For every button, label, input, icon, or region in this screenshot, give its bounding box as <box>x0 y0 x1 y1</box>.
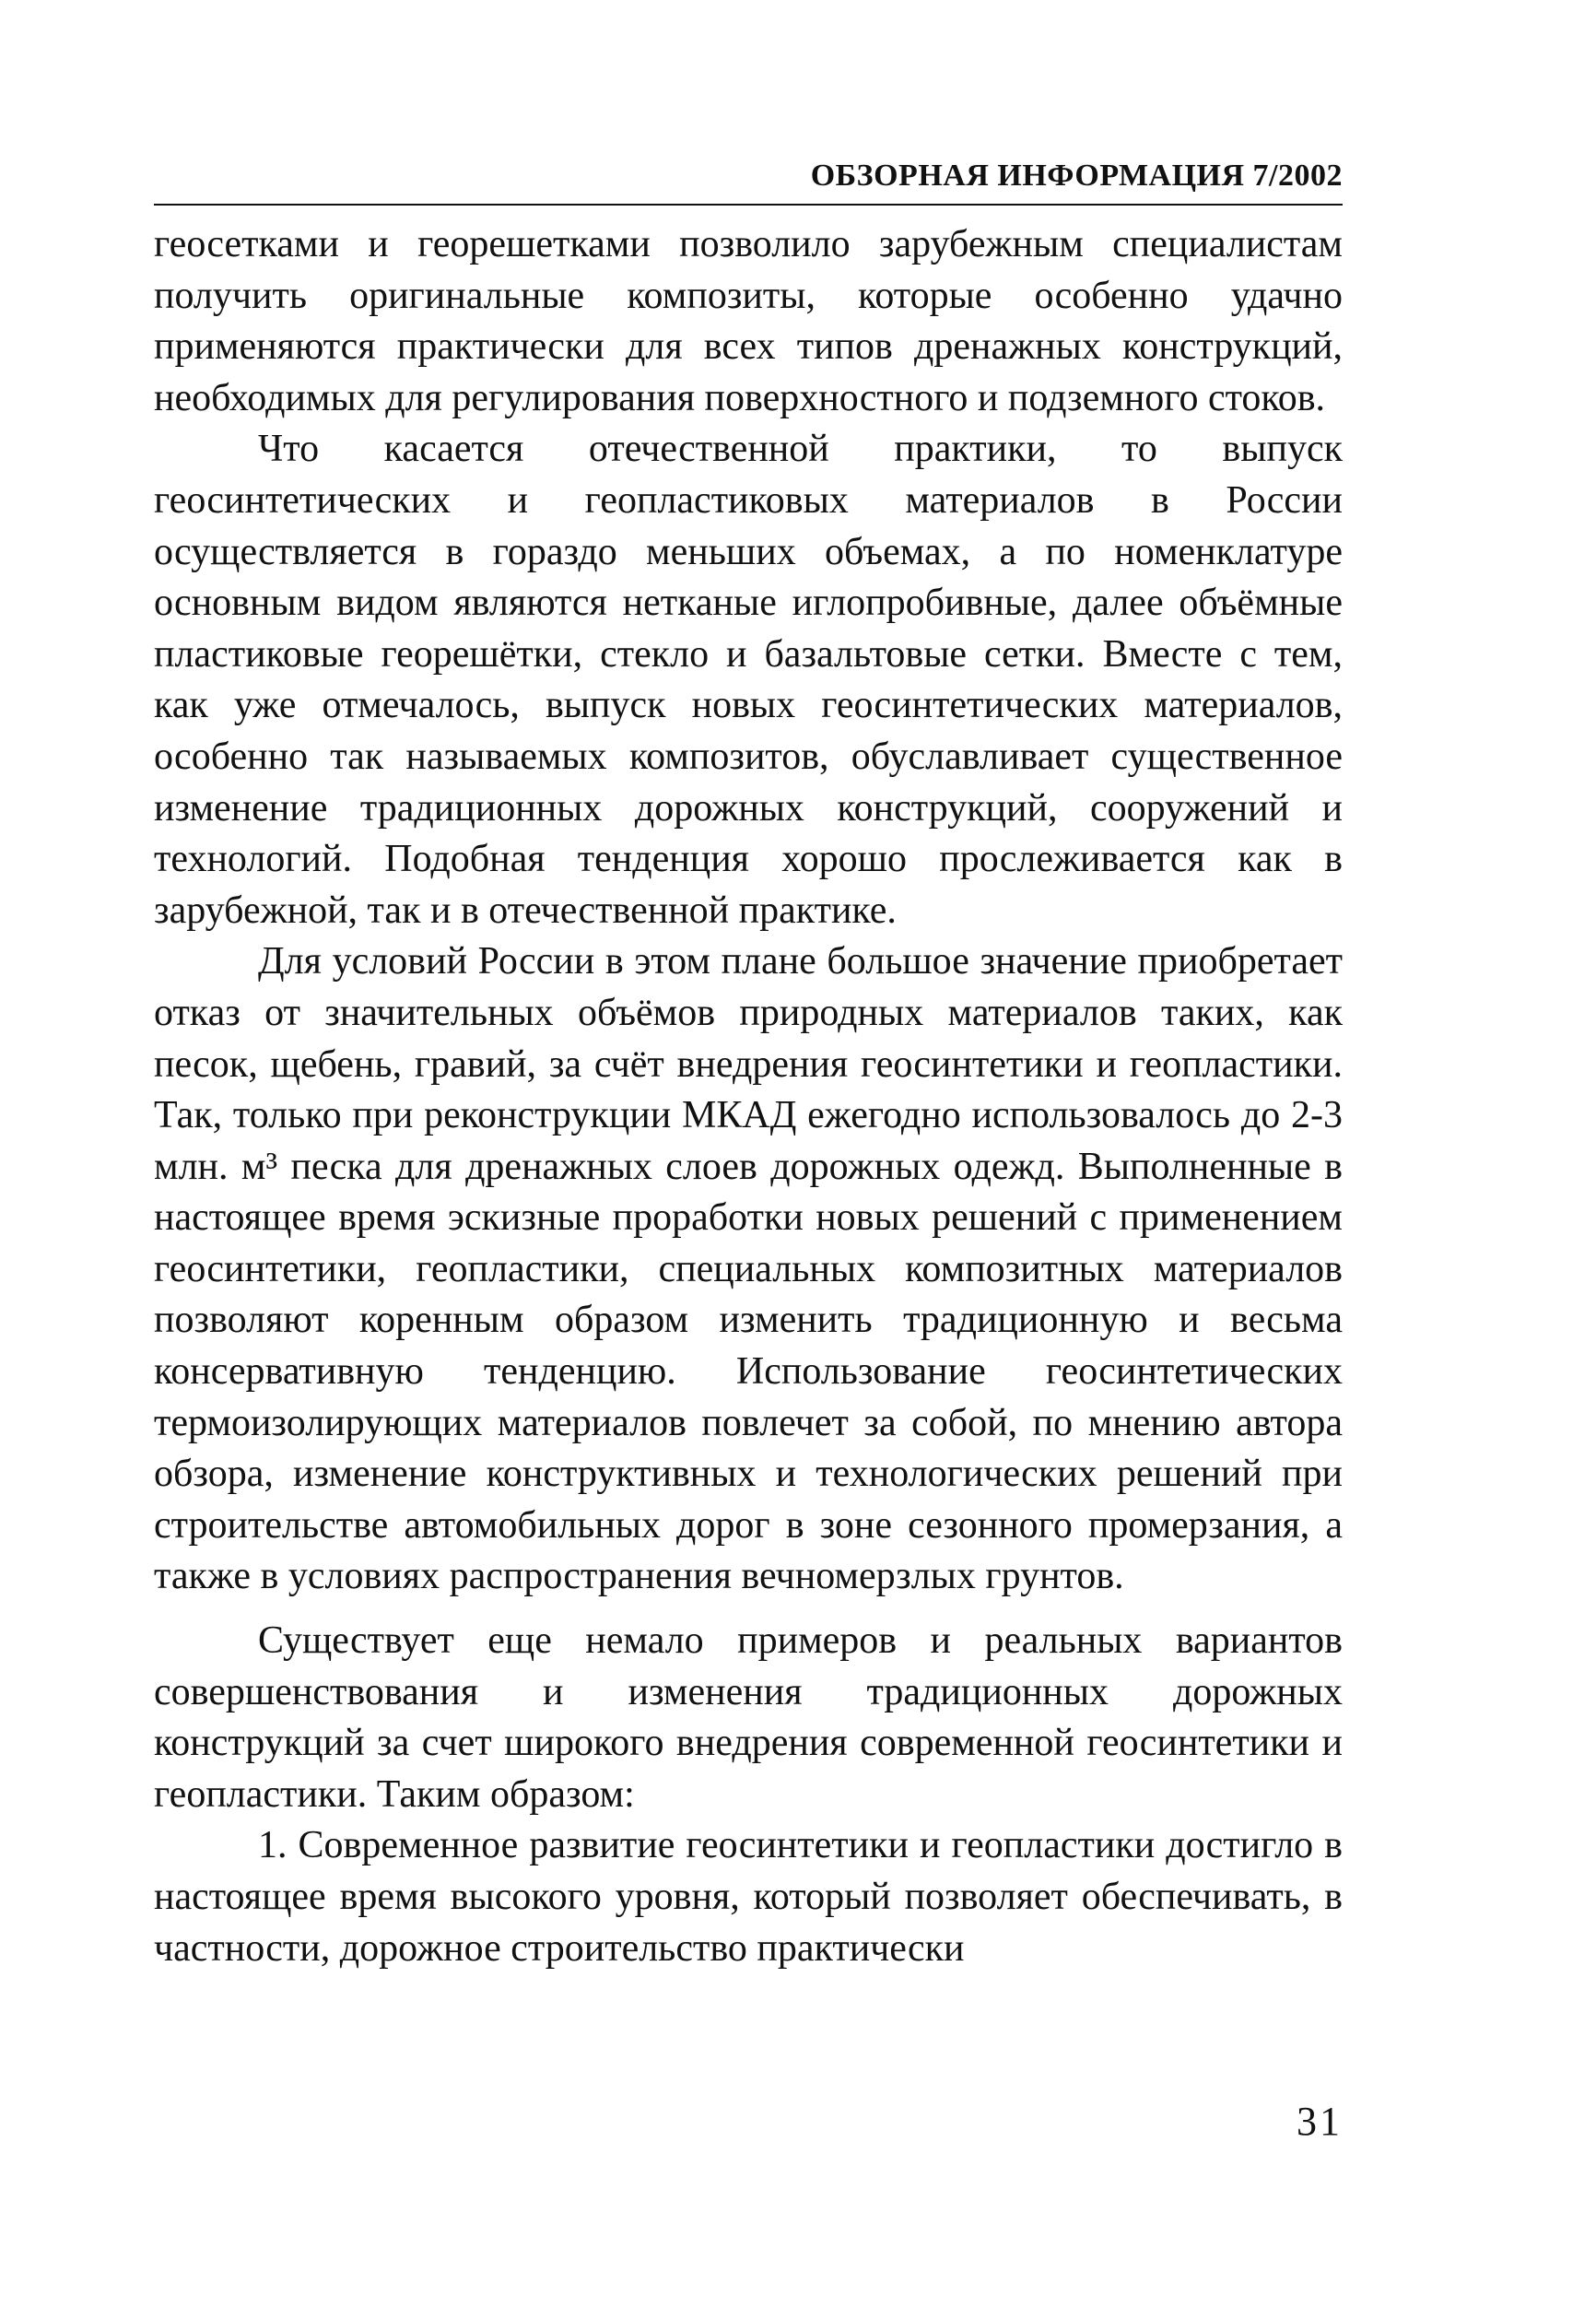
paragraph-continuation: геосетками и георешетками позволило зарубежным специалистам получить оригинальные композиты, которые особенно удачно применяются практически для всех типов дренажных конструкций, необходимых для регулирования поверхностного и подземного стоков. <box>154 223 1343 419</box>
paragraph-domestic-practice: Что касается отечественной практики, то выпуск геосинтетических и геопластиковых материалов в России осуществляется в гораздо меньших объемах, а по номенклатуре основным видом являются нетканые иглопробивные, далее объёмные пластиковые георешётки, стекло и базальтовые сетки. Вместе с тем, как уже отмечалось, выпуск новых геосинтетических материалов, особенно так называемых композитов, обуславливает существенное изменение традиционных дорожных конструкций, сооружений и технологий. Подобная тенденция хорошо прослеживается как в зарубежной, так и в отечественной практике. <box>154 428 1343 932</box>
paragraph-examples: Существует еще немало примеров и реальных вариантов совершенствования и изменения традиционных дорожных конструкций за счет широкого внедрения современной геосинтетики и геопластики. Таким образом: <box>154 1619 1343 1816</box>
header-divider <box>154 204 1343 206</box>
paragraph-russia-conditions: Для условий России в этом плане большое значение приобретает отказ от значительных объёмов природных материалов таких, как песок, щебень, гравий, за счёт внедрения геосинтетики и геопластики. Так, только при реконструкции МКАД ежегодно использовалось до 2-3 млн. м³ песка для дренажных слоев дорожных одежд. Выполненные в настоящее время эскизные проработки новых решений с применением геосинтетики, геопластики, специальных композитных материалов позволяют коренным образом изменить традиционную и весьма консервативную тенденцию. Использование геосинтетических термоизолирующих материалов повлечет за собой, по мнению автора обзора, изменение конструктивных и технологических решений при строительстве автомобильных дорог в зоне сезонного промерзания, а также в условиях распространения вечномерзлых грунтов. <box>154 940 1343 1598</box>
paragraph-conclusion-1: 1. Современное развитие геосинтетики и геопластики достигло в настоящее время высокого уровня, который позволяет обеспечивать, в частности, дорожное строительство практически <box>154 1824 1343 1970</box>
page-number: 31 <box>1297 2099 1343 2144</box>
body-text <box>154 219 1343 1974</box>
running-header: ОБЗОРНАЯ ИНФОРМАЦИЯ 7/2002 <box>810 159 1343 193</box>
